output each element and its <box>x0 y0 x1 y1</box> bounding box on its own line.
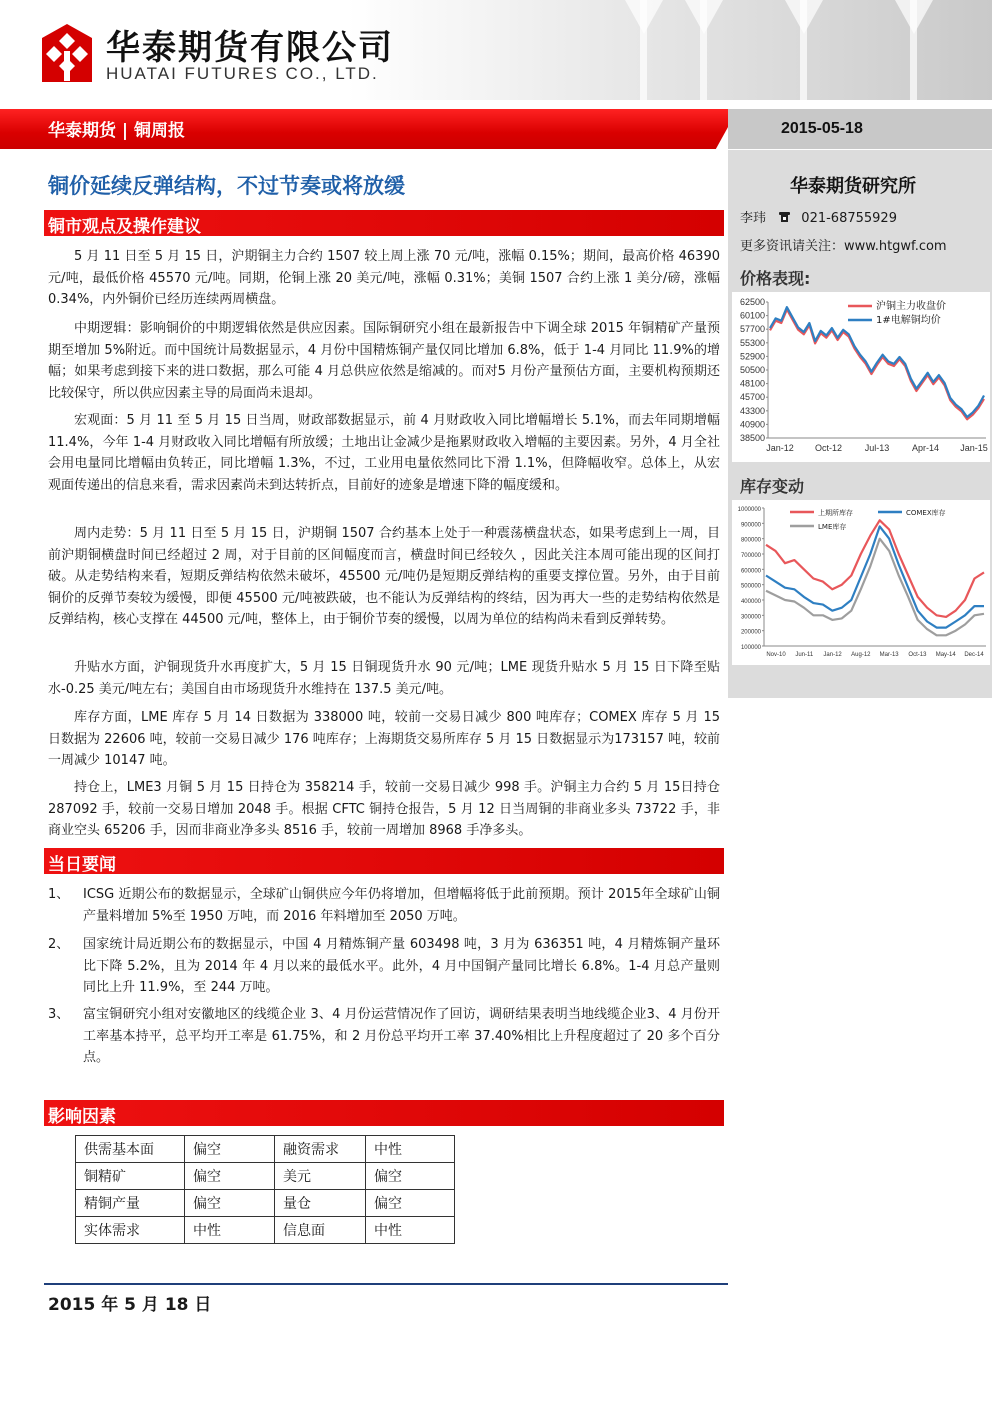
legend-label: 上期所库存 <box>818 509 853 517</box>
inventory-chart-svg <box>732 500 990 665</box>
table-cell: 融资需求 <box>275 1136 366 1163</box>
y-tick-label: 300000 <box>740 614 761 621</box>
company-name-en: HUATAI FUTURES CO., LTD. <box>106 64 379 83</box>
x-tick-label: Oct-13 <box>908 652 927 658</box>
headline: 铜价延续反弹结构，不过节奏或将放缓 <box>48 174 405 198</box>
series-line <box>766 520 984 617</box>
section-header-news <box>44 848 724 874</box>
y-tick-label: 62500 <box>739 297 765 307</box>
series-line <box>766 539 984 636</box>
news-number: 1、 <box>48 887 70 902</box>
legend-label: 沪铜主力收盘价 <box>876 301 946 312</box>
price-chart <box>732 292 990 462</box>
y-tick-label: 55300 <box>739 337 765 348</box>
paragraph: 周内走势：5 月 11 日至 5 月 15 日，沪期铜 1507 合约基本上处于一种震荡横盘状态，如果考虑到上一周，目前沪期铜横盘时间已经超过 2 周，对于目前的区间幅度而言，横盘时间已经较久 ，因此关注本周可能出现的区间打破。从走势结构来看，短期反弹结构依然未破坏，45500 元/吨仍是短期反弹结构的重要支撑位置。另外，由于目前铜价的反弹节奏较为缓慢，即便 45500 元/吨被跌破，也不能认为反弹结构的终结，因为再大一些的走势结构依然是反弹结构，核心支撑在 44500 元/吨，整体上，由于铜价节奏的缓慢，以周为单位的结构尚未看到反弹转势。 <box>48 526 720 627</box>
news-number: 2、 <box>48 937 70 952</box>
company-name-cn: 华泰期货有限公司 <box>106 28 394 68</box>
paragraph: 5 月 11 日至 5 月 15 日，沪期铜主力合约 1507 较上周上涨 70 元/吨，涨幅 0.15%；期间，最高价格 46390 元/吨，最低价格 45570 元/吨。同期，伦铜上涨 20 美元/吨，涨幅 0.31%；美铜 1507 合约上涨 1 美分/磅，涨幅 0.34%，内外铜价已经历连续两周横盘。 <box>48 249 720 307</box>
x-tick-label: Jan-12 <box>823 652 842 658</box>
x-tick-label: Jul-13 <box>864 443 890 453</box>
section-header-factors <box>44 1100 724 1126</box>
y-tick-label: 1000000 <box>737 507 761 513</box>
table-cell: 偏空 <box>185 1163 275 1190</box>
table-cell: 精铜产量 <box>76 1190 185 1217</box>
table-cell: 量仓 <box>275 1190 366 1217</box>
table-cell: 铜精矿 <box>76 1163 185 1190</box>
section-title: 影响因素 <box>48 1107 116 1127</box>
table-row <box>76 1217 455 1244</box>
y-tick-label: 800000 <box>740 537 761 544</box>
table-row <box>76 1163 455 1190</box>
x-tick-label: May-14 <box>935 652 956 658</box>
x-tick-label: Jan-12 <box>766 443 794 453</box>
decor-stripe <box>625 0 663 34</box>
decor-stripe <box>785 0 823 34</box>
paragraph: 宏观面：5 月 11 至 5 月 15 日当周，财政部数据显示，前 4 月财政收入同比增幅增长 5.1%，而去年同期增幅 11.4%，今年 1-4 月财政收入同比增幅有所放缓；土地出让金减少是拖累财政收入增幅的主要因素。另外，4 月全社会用电量同比增幅由负转正，同比增幅 1.3%，不过，工业用电量依然同比下滑 1.1%，但降幅收窄。总体上，从宏观面传递出的信息来看，需求因素尚未到达转折点，目前好的迹象是增速下降的幅度缓和。 <box>48 413 720 493</box>
table-cell: 偏空 <box>366 1163 455 1190</box>
decor-stripe <box>685 0 723 34</box>
footer-divider <box>44 1283 728 1285</box>
table-cell: 偏空 <box>185 1136 275 1163</box>
table-cell: 信息面 <box>275 1217 366 1244</box>
decor-stripe <box>895 0 933 34</box>
inventory-chart <box>732 500 990 665</box>
inventory-chart-title: 库存变动 <box>740 477 805 496</box>
x-tick-label: Oct-12 <box>814 443 843 453</box>
y-tick-label: 38500 <box>739 433 765 443</box>
y-tick-label: 48100 <box>739 378 765 389</box>
y-tick-label: 50500 <box>739 365 765 375</box>
table-cell: 中性 <box>366 1217 455 1244</box>
report-name: 华泰期货 | 铜周报 <box>48 121 186 141</box>
legend-label: COMEX库存 <box>906 509 946 517</box>
y-tick-label: 200000 <box>740 629 761 636</box>
legend-label: LME库存 <box>818 523 847 531</box>
x-tick-label: Apr-14 <box>911 443 940 453</box>
table-cell: 实体需求 <box>76 1217 185 1244</box>
paragraph: 中期逻辑：影响铜价的中期逻辑依然是供应因素。国际铜研究小组在最新报告中下调全球 2015 年铜精矿产量预期至增加 5%附近。而中国统计局数据显示，4 月份中国精炼铜产量仅同比增加 6.8%，低于 1-4 月同比 11.9%的增幅；如果考虑到接下来的进口数据，那么可能 4 月总供应依然是缩减的。而对5 月份产量预估方面，主要机构预期还比较保守，所以供应因素主导的局面尚未退却。 <box>48 321 720 401</box>
y-tick-label: 900000 <box>740 522 761 529</box>
y-tick-label: 600000 <box>740 568 761 575</box>
legend-label: 1#电解铜均价 <box>876 315 941 326</box>
table-row <box>76 1136 455 1163</box>
y-tick-label: 60100 <box>739 310 765 321</box>
footer-date: 2015 年 5 月 18 日 <box>48 1295 212 1315</box>
y-tick-label: 500000 <box>740 583 761 590</box>
price-chart-title: 价格表现: <box>740 269 811 288</box>
analyst-contact <box>740 207 897 226</box>
table-cell: 美元 <box>275 1163 366 1190</box>
y-tick-label: 40900 <box>739 419 765 430</box>
factors-table <box>75 1135 455 1244</box>
x-tick-label: Jan-15 <box>960 443 988 453</box>
analyst-phone: 021-68755929 <box>801 211 897 226</box>
section-header-view <box>44 210 724 236</box>
phone-icon <box>778 210 791 223</box>
company-logo-icon <box>42 24 92 82</box>
x-tick-label: Mar-13 <box>879 652 899 658</box>
report-date: 2015-05-18 <box>781 120 863 137</box>
institute-name: 华泰期货研究所 <box>790 176 916 197</box>
table-row <box>76 1190 455 1217</box>
y-tick-label: 45700 <box>739 392 765 403</box>
news-text: 富宝铜研究小组对安徽地区的线缆企业 3、4 月份运营情况作了回访，调研结果表明当地线缆企业3、4 月份开工率基本持平，总平均开工率是 61.75%，和 2 月份总平均开工率 37.40%相比上升程度超过了 20 多个百分点。 <box>83 1007 720 1065</box>
y-tick-label: 43300 <box>739 405 765 416</box>
table-cell: 偏空 <box>185 1190 275 1217</box>
y-tick-label: 52900 <box>739 351 765 362</box>
analyst-name: 李玮 <box>740 211 767 226</box>
section-title: 铜市观点及操作建议 <box>48 217 201 237</box>
y-tick-label: 57700 <box>739 324 765 335</box>
x-tick-label: Dec-14 <box>964 652 984 658</box>
price-chart-svg <box>732 292 990 462</box>
y-tick-label: 400000 <box>740 599 761 605</box>
x-tick-label: Jun-11 <box>795 652 814 658</box>
paragraph: 持仓上，LME3 月铜 5 月 15 日持仓为 358214 手，较前一交易日减少 998 手。沪铜主力合约 5 月 15日持仓 287092 手，较前一交易日增加 2048 手。根据 CFTC 铜持仓报告，5 月 12 日当周铜的非商业多头 73722 手，非商业空头 65206 手，因而非商业净多头 8516 手，较前一周增加 8968 手净多头。 <box>48 780 720 838</box>
x-tick-label: Aug-12 <box>851 652 871 658</box>
table-cell: 偏空 <box>366 1190 455 1217</box>
x-tick-label: Nov-10 <box>766 652 786 658</box>
y-tick-label: 700000 <box>740 553 761 559</box>
more-info-link[interactable]: 更多资讯请关注：www.htgwf.com <box>740 239 947 254</box>
paragraph: 库存方面，LME 库存 5 月 14 日数据为 338000 吨，较前一交易日减少 800 吨库存；COMEX 库存 5 月 15 日数据为 22606 吨，较前一交易日减少 176 吨库存；上海期货交易所库存 5 月 15 日数据显示为173157 吨，较前一周减少 10147 吨。 <box>48 710 720 768</box>
y-tick-label: 100000 <box>740 645 761 651</box>
news-text: ICSG 近期公布的数据显示，全球矿山铜供应今年仍将增加，但增幅将低于此前预期。预计 2015年全球矿山铜产量料增加 5%至 1950 万吨，而 2016 年料增加至 2050 万吨。 <box>83 887 720 924</box>
news-text: 国家统计局近期公布的数据显示，中国 4 月精炼铜产量 603498 吨，3 月为 636351 吨，4 月精炼铜产量环比下降 5.2%，且为 2014 年 4 月以来的最低水平。此外，4 月中国铜产量同比增长 6.8%。1-4 月总产量则同比上升 11.9%，至 244 万吨。 <box>83 937 720 995</box>
table-cell: 供需基本面 <box>76 1136 185 1163</box>
paragraph: 升贴水方面，沪铜现货升水再度扩大，5 月 15 日铜现货升水 90 元/吨；LME 现货升贴水 5 月 15 日下降至贴水-0.25 美元/吨左右；美国自由市场现货升水维持在 137.5 美元/吨。 <box>48 660 720 697</box>
table-cell: 中性 <box>185 1217 275 1244</box>
news-number: 3、 <box>48 1007 70 1022</box>
table-cell: 中性 <box>366 1136 455 1163</box>
section-title: 当日要闻 <box>48 855 116 875</box>
